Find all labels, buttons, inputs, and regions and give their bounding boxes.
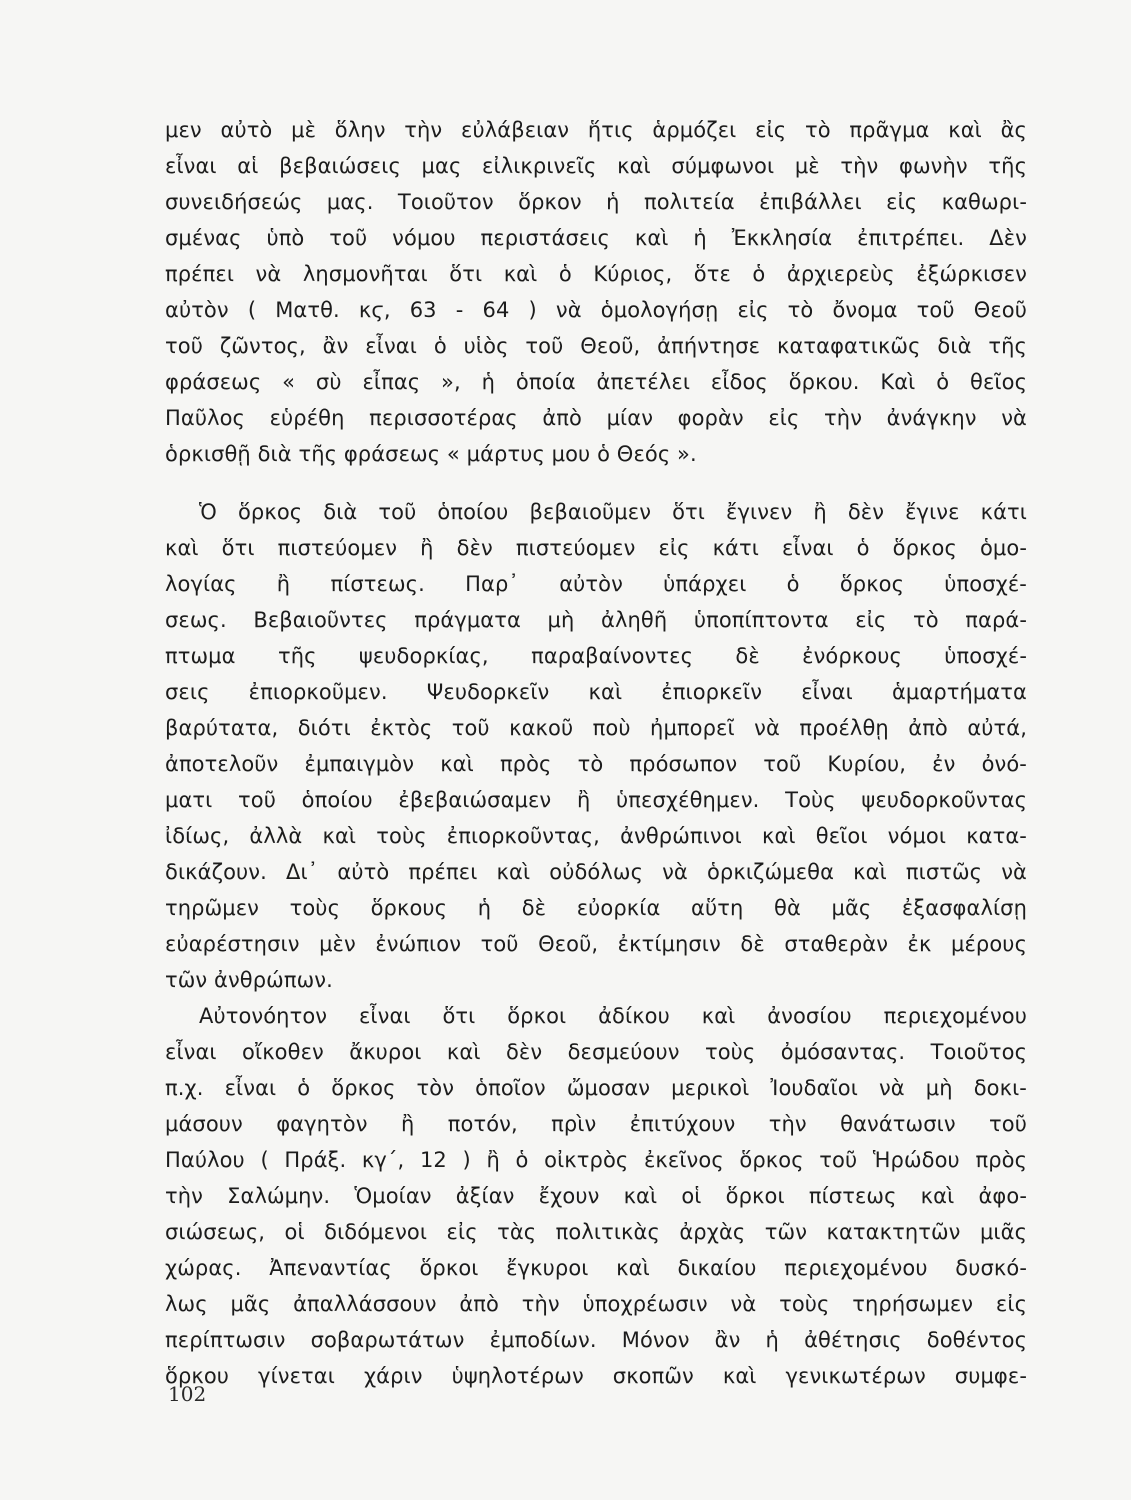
text-line: Παῦλος εὑρέθη περισσοτέρας ἀπὸ μίαν φορὰν εἰς τὴν ἀνάγκην νὰ <box>165 406 1027 430</box>
text-line: ματι τοῦ ὁποίου ἐβεβαιώσαμεν ἢ ὑπεσχέθημεν. Τοὺς ψευδορκοῦντας <box>165 788 1027 812</box>
text-line: συνειδήσεώς μας. Τοιοῦτον ὅρκον ἡ πολιτεία ἐπιβάλλει εἰς καθωρι- <box>165 190 1027 214</box>
text-line: τῶν ἀνθρώπων. <box>165 968 333 992</box>
text-line: τὴν Σαλώμην. Ὁμοίαν ἀξίαν ἔχουν καὶ οἱ ὅρκοι πίστεως καὶ ἀφο- <box>165 1184 1027 1208</box>
text-line: Αὐτονόητον εἶναι ὅτι ὅρκοι ἀδίκου καὶ ἀνοσίου περιεχομένου <box>199 1004 1027 1028</box>
text-line: εὐαρέστησιν μὲν ἐνώπιον τοῦ Θεοῦ, ἐκτίμησιν δὲ σταθερὰν ἐκ μέρους <box>165 932 1027 956</box>
text-line: λογίας ἢ πίστεως. Παρ᾽ αὐτὸν ὑπάρχει ὁ ὅρκος ὑποσχέ- <box>165 572 1027 596</box>
text-line: σεις ἐπιορκοῦμεν. Ψευδορκεῖν καὶ ἐπιορκεῖν εἶναι ἁμαρτήματα <box>165 680 1027 704</box>
text-line: μεν αὐτὸ μὲ ὅλην τὴν εὐλάβειαν ἥτις ἁρμόζει εἰς τὸ πρᾶγμα καὶ ἂς <box>165 118 1027 142</box>
text-line: πρέπει νὰ λησμονῆται ὅτι καὶ ὁ Κύριος, ὅτε ὁ ἀρχιερεὺς ἐξώρκισεν <box>165 262 1027 286</box>
text-line: εἶναι αἱ βεβαιώσεις μας εἰλικρινεῖς καὶ σύμφωνοι μὲ τὴν φωνὴν τῆς <box>165 154 1027 178</box>
text-line: ὅρκου γίνεται χάριν ὑψηλοτέρων σκοπῶν καὶ γενικωτέρων συμφε- <box>165 1364 1027 1388</box>
text-line: εἶναι οἴκοθεν ἄκυροι καὶ δὲν δεσμεύουν τοὺς ὀμόσαντας. Τοιοῦτος <box>165 1040 1027 1064</box>
text-line: τηρῶμεν τοὺς ὅρκους ἡ δὲ εὐορκία αὕτη θὰ μᾶς ἐξασφαλίσῃ <box>165 896 1027 920</box>
paragraph-gap <box>165 472 1027 494</box>
paragraph <box>165 494 1027 998</box>
body-text <box>165 112 1027 1394</box>
text-line: λως μᾶς ἀπαλλάσσουν ἀπὸ τὴν ὑποχρέωσιν νὰ τοὺς τηρήσωμεν εἰς <box>165 1292 1027 1316</box>
text-line: ἀποτελοῦν ἐμπαιγμὸν καὶ πρὸς τὸ πρόσωπον τοῦ Κυρίου, ἐν ὀνό- <box>165 752 1027 776</box>
text-line: Ὁ ὅρκος διὰ τοῦ ὁποίου βεβαιοῦμεν ὅτι ἔγινεν ἢ δὲν ἔγινε κάτι <box>199 500 1027 524</box>
text-line: πτωμα τῆς ψευδορκίας, παραβαίνοντες δὲ ἐνόρκους ὑποσχέ- <box>165 644 1027 668</box>
paragraph <box>165 112 1027 472</box>
text-line: ὁρκισθῇ διὰ τῆς φράσεως « μάρτυς μου ὁ Θεός ». <box>165 442 697 466</box>
text-line: σμένας ὑπὸ τοῦ νόμου περιστάσεις καὶ ἡ Ἐκκλησία ἐπιτρέπει. Δὲν <box>165 226 1027 250</box>
text-line: φράσεως « σὺ εἶπας », ἡ ὁποία ἀπετέλει εἶδος ὅρκου. Καὶ ὁ θεῖος <box>165 370 1027 394</box>
text-line: περίπτωσιν σοβαρωτάτων ἐμποδίων. Μόνον ἂν ἡ ἀθέτησις δοθέντος <box>165 1328 1027 1352</box>
page-number: 102 <box>168 1382 207 1406</box>
text-line: καὶ ὅτι πιστεύομεν ἢ δὲν πιστεύομεν εἰς κάτι εἶναι ὁ ὅρκος ὁμο- <box>165 536 1027 560</box>
text-line: Παύλου ( Πράξ. κγ΄, 12 ) ἢ ὁ οἰκτρὸς ἐκεῖνος ὅρκος τοῦ Ἡρώδου πρὸς <box>165 1148 1027 1172</box>
paragraph <box>165 998 1027 1394</box>
text-line: αὐτὸν ( Ματθ. κϛ, 63 - 64 ) νὰ ὁμολογήσῃ εἰς τὸ ὄνομα τοῦ Θεοῦ <box>165 298 1027 322</box>
text-line: π.χ. εἶναι ὁ ὅρκος τὸν ὁποῖον ὤμοσαν μερικοὶ Ἰουδαῖοι νὰ μὴ δοκι- <box>165 1076 1027 1100</box>
text-line: σεως. Βεβαιοῦντες πράγματα μὴ ἀληθῆ ὑποπίπτοντα εἰς τὸ παρά- <box>165 608 1027 632</box>
text-line: βαρύτατα, διότι ἐκτὸς τοῦ κακοῦ ποὺ ἠμπορεῖ νὰ προέλθῃ ἀπὸ αὐτά, <box>165 716 1027 740</box>
text-line: τοῦ ζῶντος, ἂν εἶναι ὁ υἱὸς τοῦ Θεοῦ, ἀπήντησε καταφατικῶς διὰ τῆς <box>165 334 1027 358</box>
text-line: χώρας. Ἀπεναντίας ὅρκοι ἔγκυροι καὶ δικαίου περιεχομένου δυσκό- <box>165 1256 1027 1280</box>
text-line: ἰδίως, ἀλλὰ καὶ τοὺς ἐπιορκοῦντας, ἀνθρώπινοι καὶ θεῖοι νόμοι κατα- <box>165 824 1027 848</box>
text-line: σιώσεως, οἱ διδόμενοι εἰς τὰς πολιτικὰς ἀρχὰς τῶν κατακτητῶν μιᾶς <box>165 1220 1027 1244</box>
text-line: μάσουν φαγητὸν ἢ ποτόν, πρὶν ἐπιτύχουν τὴν θανάτωσιν τοῦ <box>165 1112 1027 1136</box>
text-line: δικάζουν. Δι᾽ αὐτὸ πρέπει καὶ οὐδόλως νὰ ὁρκιζώμεθα καὶ πιστῶς νὰ <box>165 860 1027 884</box>
